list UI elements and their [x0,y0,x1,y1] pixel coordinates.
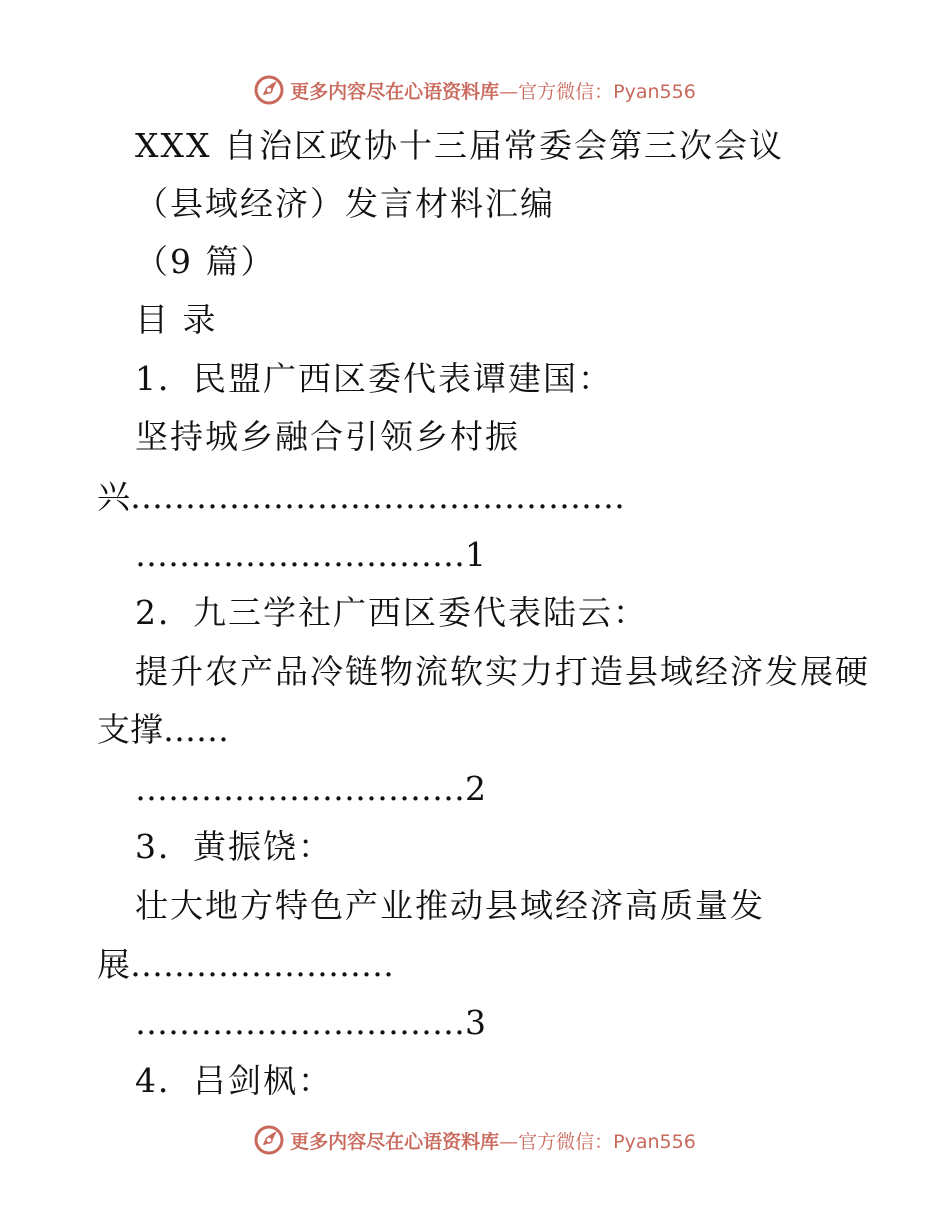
toc-entry-1-title-cont: 兴……………………………………… [97,477,625,516]
toc-entry-2-title: 提升农产品冷链物流软实力打造县域经济发展硬 [135,652,870,691]
watermark-wechat: 官方微信：Pyan556 [518,80,696,103]
brand-logo-icon [254,75,284,105]
toc-entry-3-speaker: 3．黄振饶： [135,827,333,866]
watermark-text [290,1127,696,1154]
toc-entry-1-title: 坚持城乡融合引领乡村振 [135,417,520,456]
doc-title-line-1: XXX 自治区政协十三届常委会第三次会议 [135,126,784,165]
toc-entry-1-speaker: 1．民盟广西区委代表谭建国： [135,359,613,398]
toc-entry-3-page: …………………………3 [135,1003,486,1042]
watermark-dash: — [499,80,519,103]
watermark-brand: 更多内容尽在心语资料库 [290,80,500,103]
brand-logo-icon [254,1125,284,1155]
toc-entry-3-title: 壮大地方特色产业推动县域经济高质量发 [135,886,765,925]
toc-entry-2-speaker: 2．九三学社广西区委代表陆云： [135,593,648,632]
doc-title-line-2: （县域经济）发言材料汇编 [135,184,555,223]
toc-entry-3-title-cont: 展…………………… [97,945,394,984]
toc-heading: 目 录 [135,300,218,339]
watermark-brand: 更多内容尽在心语资料库 [290,1130,500,1153]
toc-entry-4-speaker: 4．吕剑枫： [135,1061,333,1100]
header-watermark [0,70,950,110]
toc-entry-2-page: …………………………2 [135,769,486,808]
toc-entry-1-page: …………………………1 [135,535,486,574]
watermark-text [290,77,696,104]
doc-title-line-3: （9 篇） [135,242,276,281]
toc-entry-2-title-cont: 支撑…… [97,710,229,749]
watermark-wechat: 官方微信：Pyan556 [518,1130,696,1153]
footer-watermark [0,1120,950,1160]
watermark-dash: — [499,1130,519,1153]
